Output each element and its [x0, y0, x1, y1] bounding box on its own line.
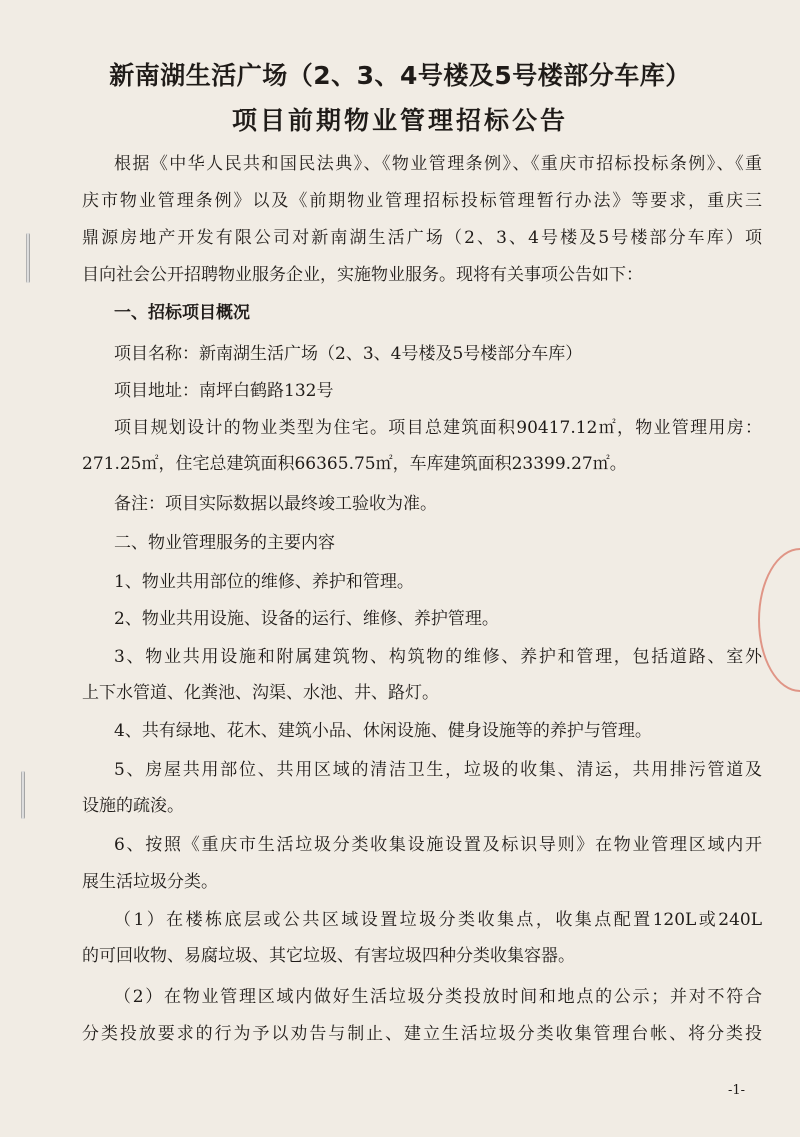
- sub-item-2-cont: 分类投放要求的行为予以劝告与制止、建立生活垃圾分类收集管理台帐、将分类投: [82, 1024, 762, 1044]
- service-item-2: 2、物业共用设施、设备的运行、维修、养护管理。: [114, 609, 499, 629]
- sub-item-1: （1）在楼栋底层或公共区域设置垃圾分类收集点，收集点配置120L或240L: [114, 910, 762, 930]
- intro-line: 庆市物业管理条例》以及《前期物业管理招标投标管理暂行办法》等要求，重庆三: [82, 191, 762, 211]
- service-item-5: 5、房屋共用部位、共用区域的清洁卫生，垃圾的收集、清运，共用排污管道及: [114, 760, 762, 780]
- staple-mark: [26, 233, 30, 283]
- project-name: 项目名称：新南湖生活广场（2、3、4号楼及5号楼部分车库）: [114, 344, 583, 364]
- service-item-3-cont: 上下水管道、化粪池、沟渠、水池、井、路灯。: [82, 683, 439, 703]
- sub-item-2: （2）在物业管理区域内做好生活垃圾分类投放时间和地点的公示；并对不符合: [114, 987, 762, 1007]
- page-number: -1-: [728, 1083, 746, 1098]
- service-item-1: 1、物业共用部位的维修、养护和管理。: [114, 572, 414, 592]
- sub-item-1-cont: 的可回收物、易腐垃圾、其它垃圾、有害垃圾四种分类收集容器。: [82, 946, 575, 966]
- document-title-line-2: 项目前期物业管理招标公告: [231, 106, 568, 135]
- service-item-6-cont: 展生活垃圾分类。: [82, 872, 218, 892]
- intro-line: 根据《中华人民共和国民法典》、《物业管理条例》、《重庆市招标投标条例》、《重: [114, 154, 762, 174]
- service-item-6: 6、按照《重庆市生活垃圾分类收集设施设置及标识导则》在物业管理区域内开: [114, 835, 762, 855]
- project-note: 备注：项目实际数据以最终竣工验收为准。: [114, 494, 437, 514]
- section-2-heading: 二、物业管理服务的主要内容: [114, 533, 335, 553]
- red-seal-edge: [758, 548, 800, 692]
- service-item-3: 3、物业共用设施和附属建筑物、构筑物的维修、养护和管理，包括道路、室外: [114, 647, 762, 667]
- project-address: 项目地址：南坪白鹤路132号: [114, 381, 334, 401]
- document-title-line-1: 新南湖生活广场（2、3、4号楼及5号楼部分车库）: [109, 61, 691, 90]
- intro-line: 鼎源房地产开发有限公司对新南湖生活广场（2、3、4号楼及5号楼部分车库）项: [82, 228, 762, 248]
- service-item-5-cont: 设施的疏浚。: [82, 796, 184, 816]
- project-area-line: 项目规划设计的物业类型为住宅。项目总建筑面积90417.12㎡，物业管理用房：: [114, 418, 762, 438]
- project-area-line: 271.25㎡，住宅总建筑面积66365.75㎡，车库建筑面积23399.27㎡。: [82, 454, 627, 474]
- intro-line: 目向社会公开招聘物业服务企业，实施物业服务。现将有关事项公告如下：: [82, 265, 643, 285]
- service-item-4: 4、共有绿地、花木、建筑小品、休闲设施、健身设施等的养护与管理。: [114, 721, 652, 741]
- staple-mark: [21, 771, 25, 819]
- section-1-heading: 一、招标项目概况: [114, 303, 250, 323]
